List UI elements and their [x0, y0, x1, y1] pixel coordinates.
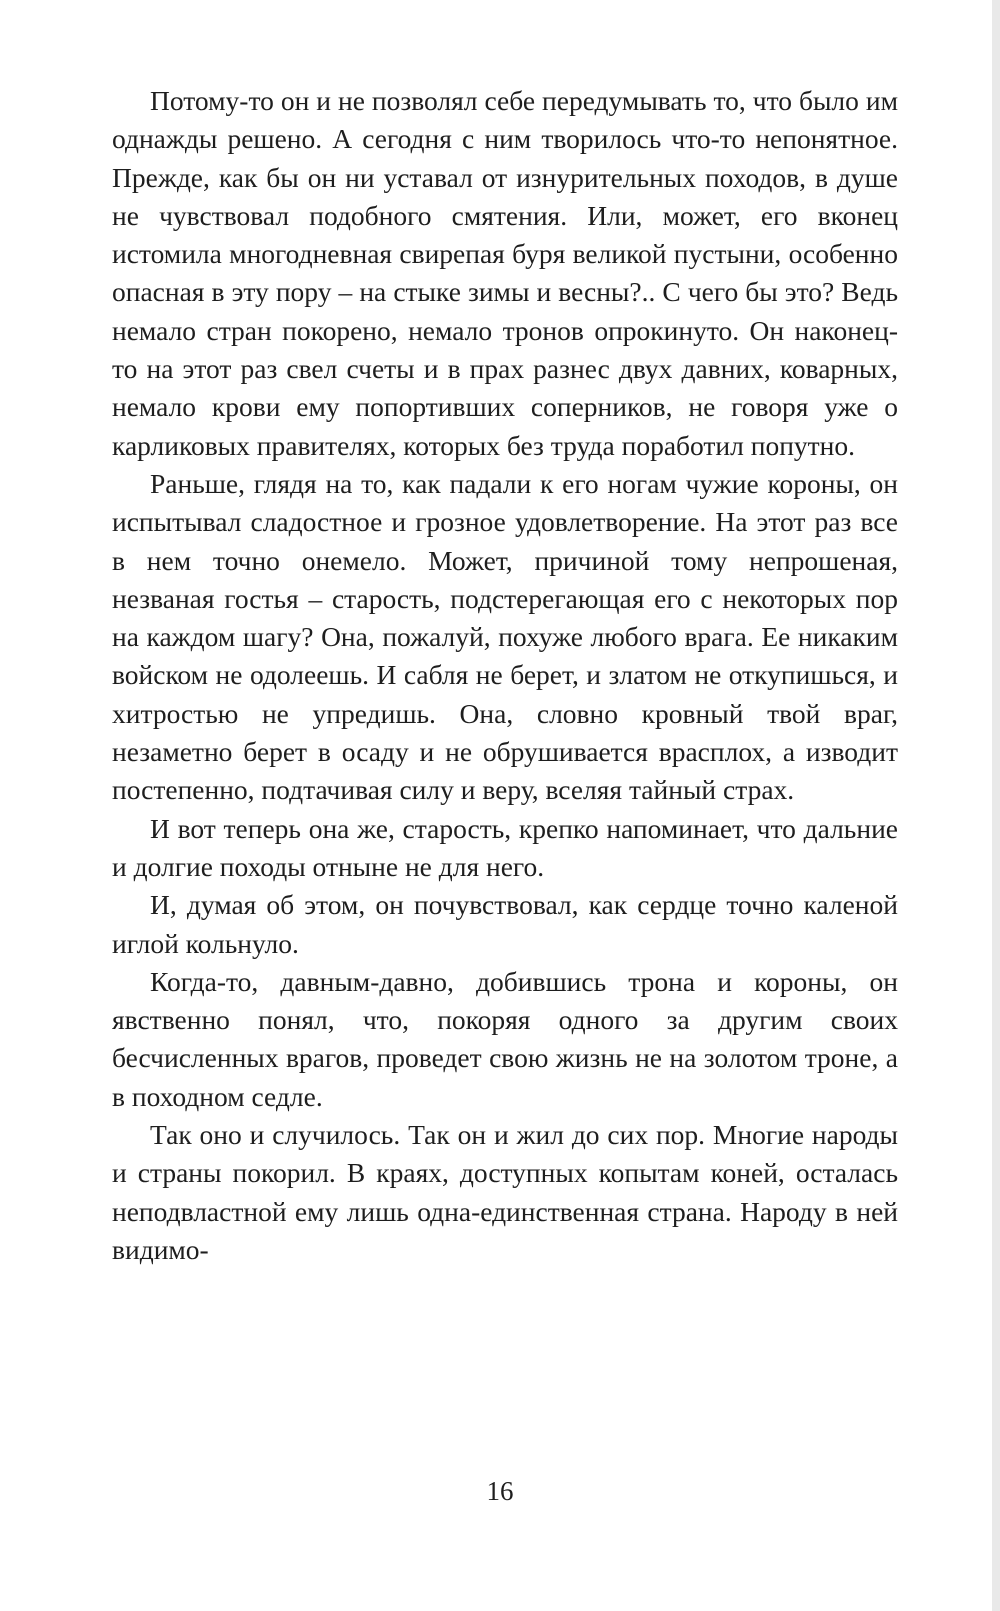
page-number: 16	[486, 1476, 514, 1506]
paragraph-4: И, думая об этом, он почувствовал, как сердце точно каленой иглой кольнуло.	[112, 889, 898, 959]
body-text	[112, 82, 898, 1269]
paragraph-2: Раньше, глядя на то, как падали к его ногам чужие короны, он испытывал сладостное и грозное удовлетворение. На этот раз все в нем точно онемело. Может, причиной тому непрошеная, незваная гостья – старость, подстерегающая его с некоторых пор на каждом шагу? Она, пожалуй, похуже любого врага. Ее никаким войском не одолеешь. И сабля не берет, и златом не откупишься, и хитростью не упредишь. Она, словно кровный твой враг, незаметно берет в осаду и не обрушивается врасплох, а изводит постепенно, подтачивая силу и веру, вселяя тайный страх.	[112, 467, 898, 806]
paragraph-1: Потому-то он и не позволял себе передумывать то, что было им однажды решено. А сегодня с ним творилось что-то непонятное. Прежде, как бы он ни уставал от изнурительных походов, в душе не чувствовал подобного смятения. Или, может, его вконец истомила многодневная свирепая буря великой пустыни, особенно опасная в эту пору – на стыке зимы и весны?.. С чего бы это? Ведь немало стран покорено, немало тронов опрокинуто. Он наконец-то на этот раз свел счеты и в прах разнес двух давних, коварных, немало крови ему попортивших соперников, не говоря уже о карликовых правителях, которых без труда поработил попутно.	[112, 85, 898, 461]
page-edge-shadow	[992, 0, 1000, 1611]
paragraph-3: И вот теперь она же, старость, крепко напоминает, что дальние и долгие походы отныне не для него.	[112, 812, 898, 882]
paragraph-5: Когда-то, давным-давно, добившись трона и короны, он явственно понял, что, покоряя одного за другим своих бесчисленных врагов, проведет свою жизнь не на золотом троне, а в походном седле.	[112, 965, 898, 1112]
paragraph-6: Так оно и случилось. Так он и жил до сих пор. Многие народы и страны покорил. В краях, доступных копытам коней, осталась неподвластной ему лишь одна-единственная страна. Народу в ней видимо-	[112, 1119, 898, 1265]
